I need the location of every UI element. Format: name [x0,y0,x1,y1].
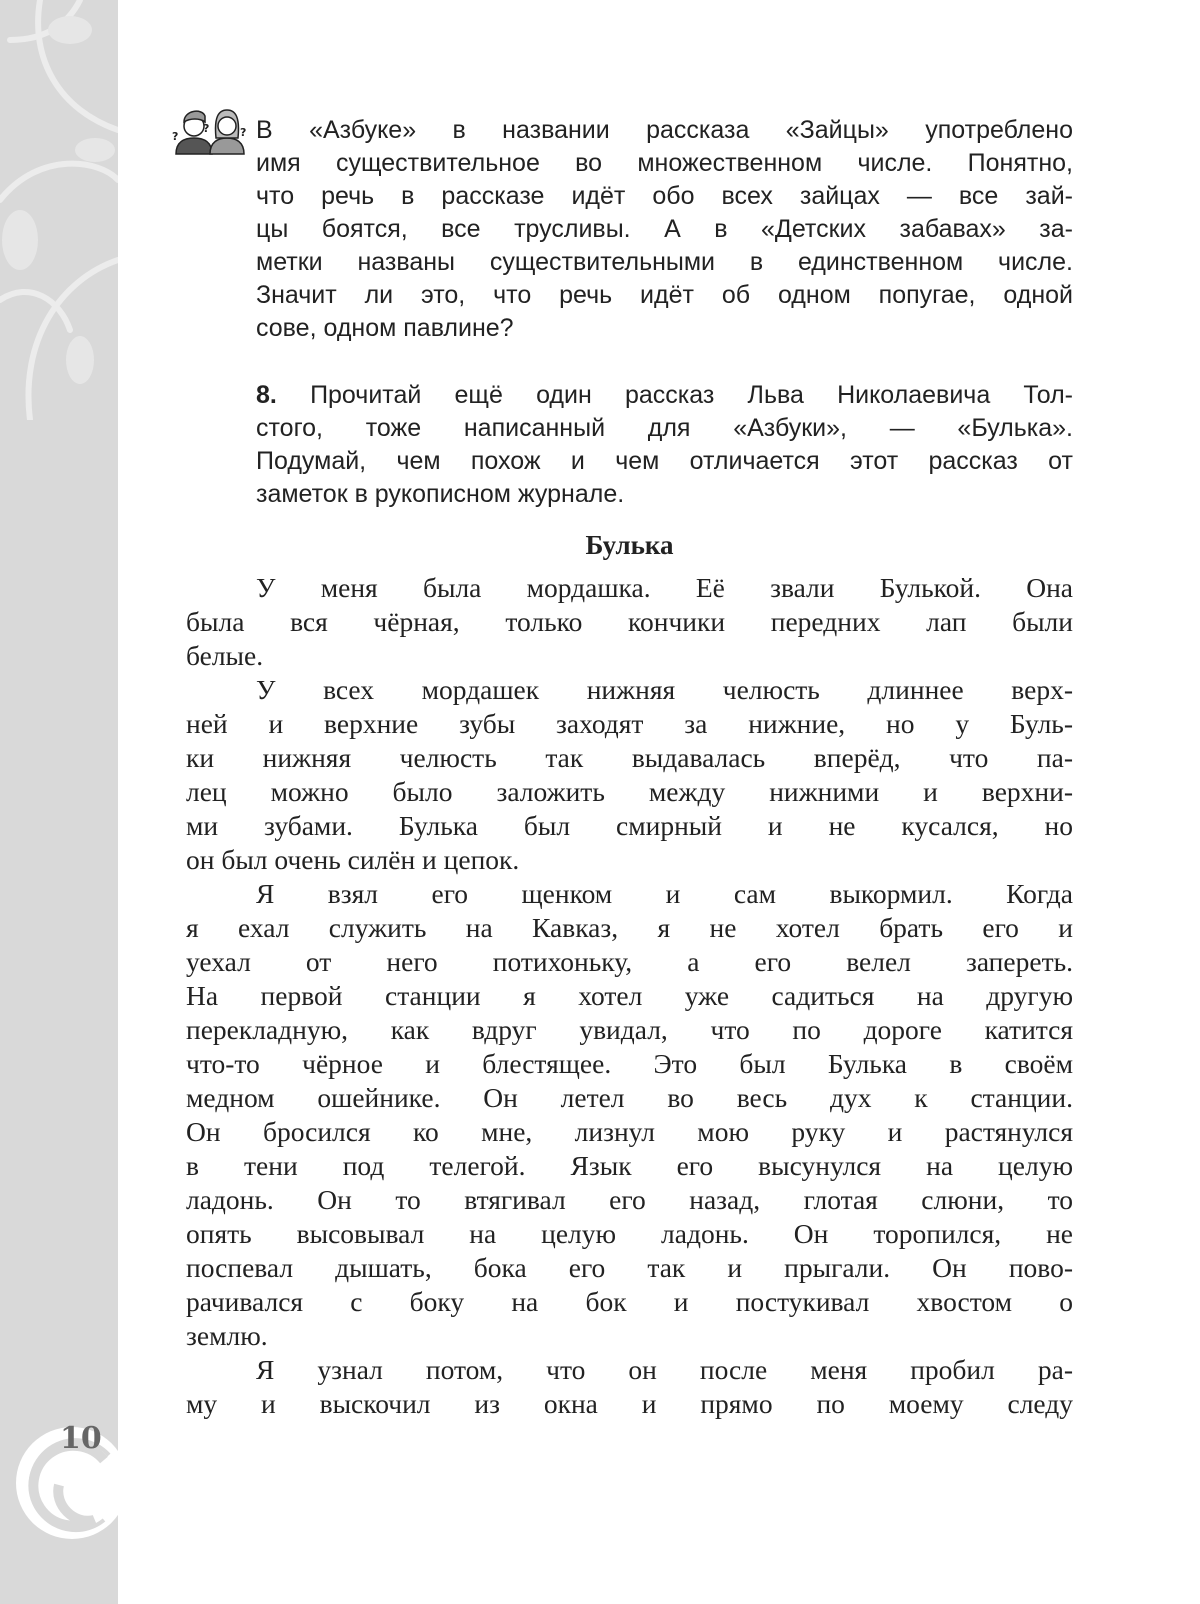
line-text: я ехал служить на Кавказ, я не хотел брать его и [186,912,1073,943]
line-text: ней и верхние зубы заходят за нижние, но у Буль- [186,708,1073,739]
text-line [186,1013,1073,1047]
text-line [186,979,1073,1013]
text-line [186,571,1073,605]
line-text: землю. [186,1320,268,1351]
text-line [186,673,1073,707]
text-line [186,1319,1073,1353]
page-number: 10 [60,1421,102,1456]
task-number: 8. [256,381,277,409]
line-text: ми зубами. Булька был смирный и не кусался, но [186,810,1073,841]
text-line [256,180,1073,213]
text-line [186,1183,1073,1217]
line-text: Прочитай ещё один рассказ Льва Николаевича Тол- [310,381,1074,409]
text-line [186,639,1073,673]
floral-ornament-icon [0,0,118,420]
line-text: опять высовывал на целую ладонь. Он торопился, не [186,1218,1073,1249]
text-line [186,605,1073,639]
line-text: белые. [186,640,264,671]
line-text: была вся чёрная, только кончики передних лап были [186,606,1073,637]
line-text: стого, тоже написанный для «Азбуки», — «Булька». [256,414,1073,442]
task-8 [256,379,1073,511]
text-line [186,1353,1073,1387]
text-line [256,213,1073,246]
text-line [256,114,1073,147]
text-line [186,877,1073,911]
text-line [186,1217,1073,1251]
text-line [186,1149,1073,1183]
line-text: уехал от него потихоньку, а его велел запереть. [186,946,1073,977]
line-text: лец можно было заложить между нижними и верхни- [186,776,1073,807]
line-text: Я узнал потом, что он после меня пробил ра- [256,1354,1073,1385]
story-text [186,571,1073,1421]
text-line [256,445,1073,478]
line-text: ладонь. Он то втягивал его назад, глотая слюни, то [186,1184,1073,1215]
text-line [256,279,1073,312]
line-text: заметок в рукописном журнале. [256,480,625,508]
line-text: му и выскочил из окна и прямо по моему следу [186,1388,1073,1419]
text-line [186,775,1073,809]
line-text: что-то чёрное и блестящее. Это был Булька в своём [186,1048,1073,1079]
line-text: имя существительное во множественном числе. Понятно, [256,149,1073,177]
intro-paragraph [256,114,1073,345]
text-line [186,1387,1073,1421]
line-text: У меня была мордашка. Её звали Булькой. Она [256,572,1073,603]
text-line [186,1047,1073,1081]
page-margin-sidebar [0,0,118,1604]
text-line [256,312,1073,345]
line-text: ки нижняя челюсть так выдавалась вперёд, что па- [186,742,1073,773]
line-text: Я взял его щенком и сам выкормил. Когда [256,878,1073,909]
two-people-question-icon [172,104,248,156]
line-text: У всех мордашек нижняя челюсть длиннее верх- [256,674,1073,705]
line-text: сове, одном павлине? [256,314,514,342]
text-line [186,707,1073,741]
line-text: В «Азбуке» в названии рассказа «Зайцы» употреблено [256,116,1073,144]
svg-text:?: ? [172,130,179,143]
line-text: рачивался с боку на бок и постукивал хвостом о [186,1286,1073,1317]
text-line [256,478,1073,511]
line-text: что речь в рассказе идёт обо всех зайцах — все зай- [256,182,1073,210]
line-text: медном ошейнике. Он летел во весь дух к станции. [186,1082,1073,1113]
line-text: в тени под телегой. Язык его высунулся на целую [186,1150,1073,1181]
line-text: он был очень силён и цепок. [186,844,520,875]
line-text: Он бросился ко мне, лизнул мою руку и растянулся [186,1116,1073,1147]
line-text: перекладную, как вдруг увидал, что по дороге катится [186,1014,1073,1045]
text-line [256,379,1073,412]
text-line [186,911,1073,945]
text-line [186,843,1073,877]
line-text: цы боятся, все трусливы. А в «Детских забавах» за- [256,215,1073,243]
svg-text:?: ? [203,122,210,135]
text-line [256,246,1073,279]
line-text: метки названы существительными в единственном числе. [256,248,1073,276]
line-text: На первой станции я хотел уже садиться на другую [186,980,1073,1011]
text-line [256,147,1073,180]
text-line [186,1285,1073,1319]
text-line [186,1081,1073,1115]
line-text: Значит ли это, что речь идёт об одном попугае, одной [256,281,1073,309]
text-line [186,809,1073,843]
line-text: Подумай, чем похож и чем отличается этот рассказ от [256,447,1073,475]
line-text: поспевал дышать, бока его так и прыгали. Он пово- [186,1252,1073,1283]
text-line [186,741,1073,775]
text-line [186,945,1073,979]
text-line [256,412,1073,445]
story-title: Булька [585,530,674,560]
text-line [186,1251,1073,1285]
text-line [186,1115,1073,1149]
svg-text:?: ? [240,126,247,139]
